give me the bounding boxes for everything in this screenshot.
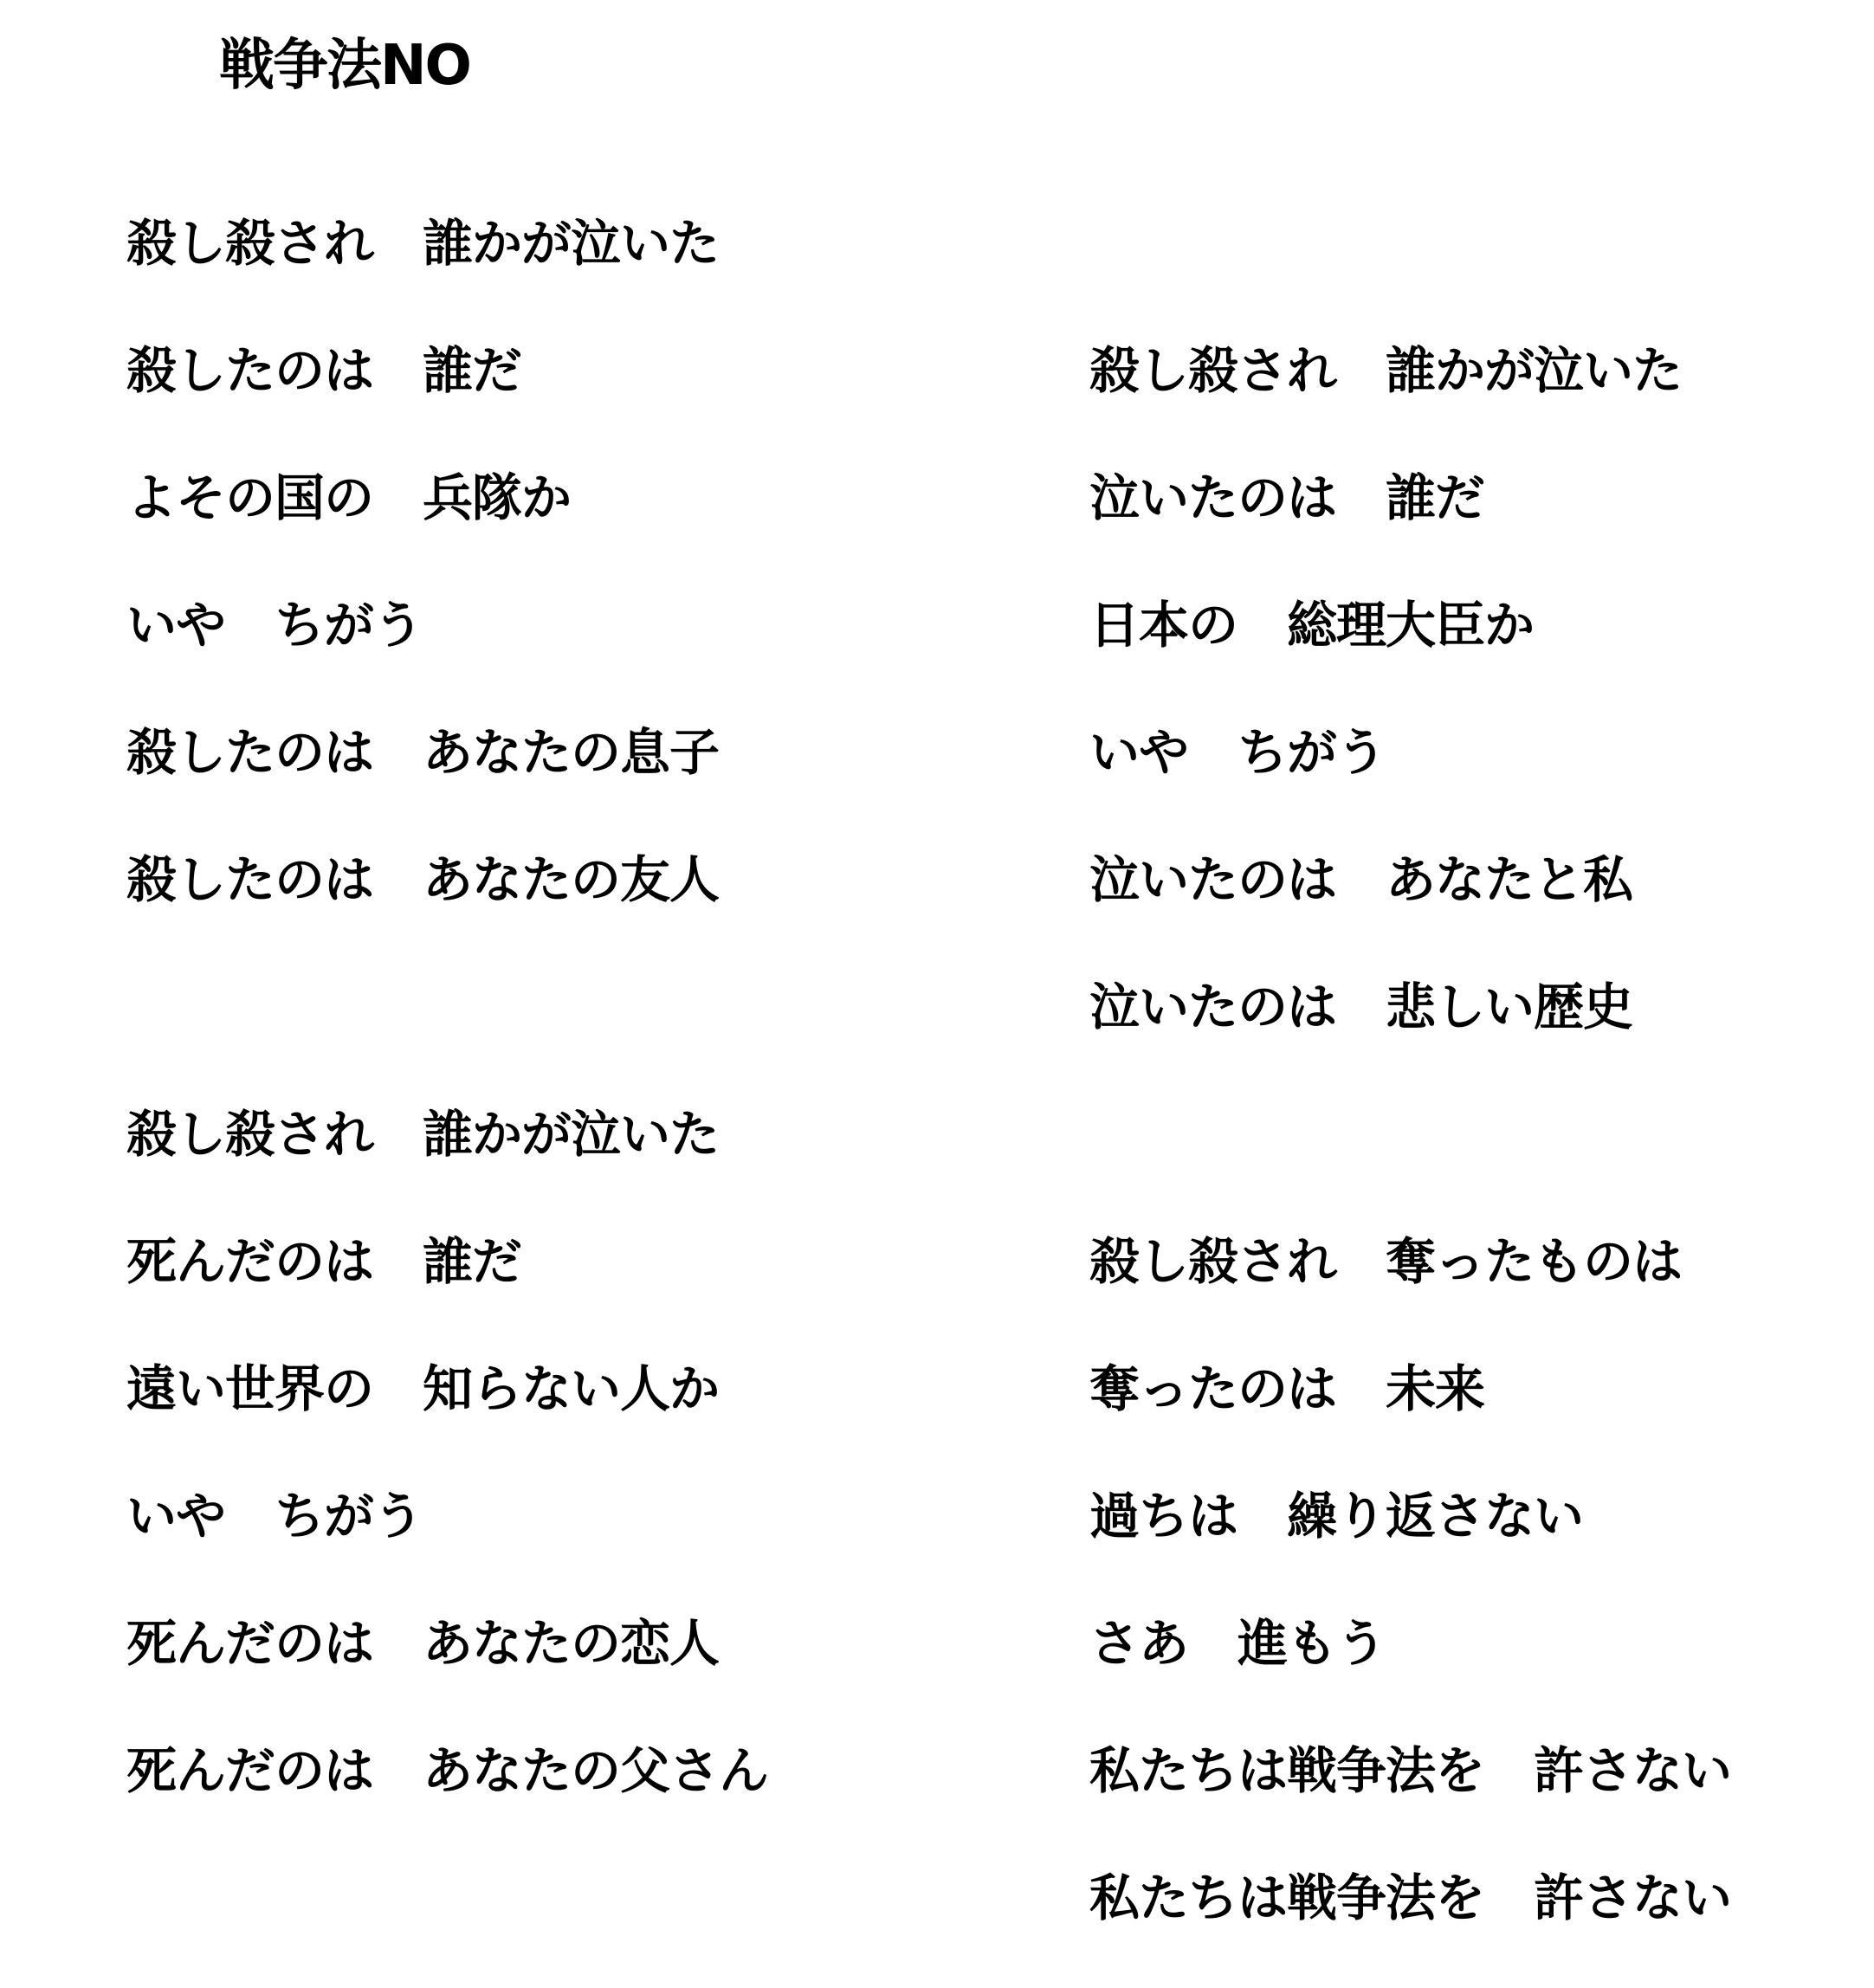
poem-line: 私たちは戦争法を 許さない: [1089, 1869, 1732, 1927]
poem-line: いや ちがう: [126, 596, 423, 655]
poem-line: 殺したのは あなたの友人: [126, 850, 720, 909]
poem-line: 殺し殺され 誰かが泣いた: [1089, 341, 1683, 400]
poem-line: 泣いたのは あなたと私: [1089, 850, 1633, 909]
poem-line: 泣いたのは 誰だ: [1089, 468, 1485, 527]
poem-line: 遠い世界の 知らない人か: [126, 1359, 720, 1418]
poem-line: 死んだのは あなたの父さん: [126, 1741, 769, 1800]
poem-line: 殺したのは 誰だ: [126, 341, 522, 400]
poem-line: 過ちは 繰り返さない: [1089, 1487, 1584, 1546]
poem-line: 死んだのは あなたの恋人: [126, 1614, 720, 1673]
poem-line: 私たちは戦争法を 許さない: [1089, 1741, 1732, 1800]
poem-line: いや ちがう: [126, 1487, 423, 1546]
poem-line: 殺したのは あなたの息子: [126, 723, 720, 782]
poem-line: 殺し殺され 奪ったものは: [1089, 1232, 1683, 1291]
poem-line: いや ちがう: [1089, 723, 1386, 782]
poem-line: 泣いたのは 悲しい歴史: [1089, 978, 1633, 1036]
poem-line: 殺し殺され 誰かが泣いた: [126, 214, 720, 273]
poem-title: 戦争法NO: [219, 34, 470, 98]
poem-line: よその国の 兵隊か: [126, 468, 572, 527]
poem-line: さあ 進もう: [1089, 1614, 1386, 1673]
poem-line: 死んだのは 誰だ: [126, 1232, 522, 1291]
poem-line: 殺し殺され 誰かが泣いた: [126, 1105, 720, 1164]
poem-line: 日本の 総理大臣か: [1089, 596, 1535, 655]
poem-line: 奪ったのは 未来: [1089, 1359, 1485, 1418]
